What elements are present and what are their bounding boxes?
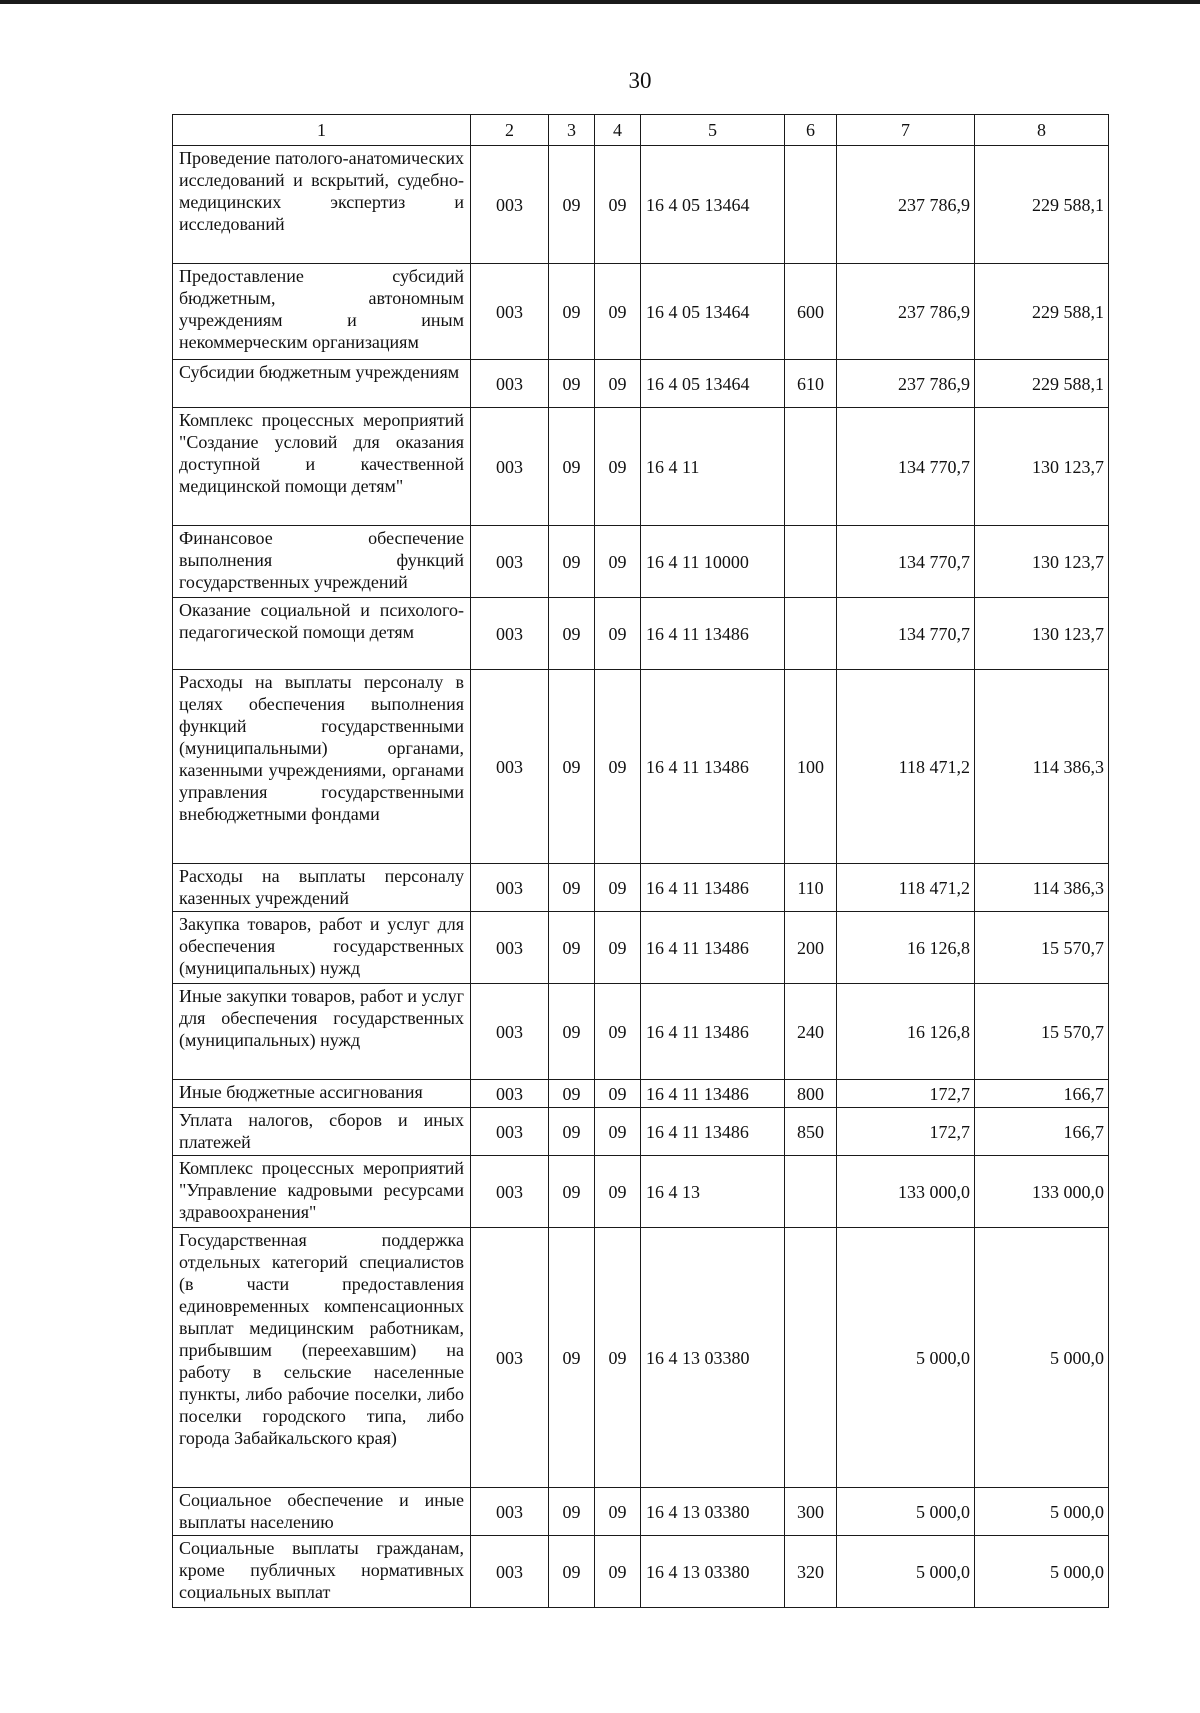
row-expense-type: 300: [785, 1488, 837, 1536]
row-amount-col8: 130 123,7: [975, 598, 1109, 670]
row-code-subsection: 09: [595, 146, 641, 264]
row-amount-col7: 5 000,0: [837, 1536, 975, 1608]
row-code-section: 09: [549, 984, 595, 1080]
row-expense-type: [785, 408, 837, 526]
row-code-section: 09: [549, 264, 595, 360]
row-expense-type: [785, 1228, 837, 1488]
row-name: Государственная поддержка отдельных категорий специалистов (в части предоставления единовременных компенсационных выплат медицинским работникам, прибывшим (переехавшим) на работу в сельские населенные пункты, либо рабочие поселки, либо поселки городского типа, либо города Забайкальского края): [173, 1228, 471, 1488]
table-row: [173, 360, 1109, 408]
row-target-article: 16 4 13: [641, 1156, 785, 1228]
row-code-section: 09: [549, 670, 595, 864]
row-code-admin: 003: [471, 1080, 549, 1108]
row-amount-col8: 5 000,0: [975, 1536, 1109, 1608]
row-code-section: 09: [549, 1488, 595, 1536]
row-code-section: 09: [549, 864, 595, 912]
row-amount-col7: 5 000,0: [837, 1228, 975, 1488]
row-amount-col7: 237 786,9: [837, 264, 975, 360]
table-row: [173, 1080, 1109, 1108]
row-amount-col7: 118 471,2: [837, 864, 975, 912]
row-code-admin: 003: [471, 598, 549, 670]
row-code-admin: 003: [471, 408, 549, 526]
row-amount-col8: 166,7: [975, 1080, 1109, 1108]
row-amount-col7: 134 770,7: [837, 408, 975, 526]
row-code-admin: 003: [471, 984, 549, 1080]
row-amount-col7: 16 126,8: [837, 912, 975, 984]
row-expense-type: [785, 598, 837, 670]
row-code-section: 09: [549, 598, 595, 670]
budget-table: [172, 114, 1109, 1608]
row-name: Социальное обеспечение и иные выплаты населению: [173, 1488, 471, 1536]
row-expense-type: [785, 1156, 837, 1228]
page-number: 30: [628, 68, 652, 93]
row-target-article: 16 4 11 13486: [641, 912, 785, 984]
row-code-section: 09: [549, 1536, 595, 1608]
row-code-subsection: 09: [595, 408, 641, 526]
table-row: [173, 526, 1109, 598]
header-cell-8: 8: [975, 115, 1109, 146]
row-amount-col7: 118 471,2: [837, 670, 975, 864]
row-expense-type: 610: [785, 360, 837, 408]
header-cell-5: 5: [641, 115, 785, 146]
row-code-admin: 003: [471, 264, 549, 360]
row-amount-col8: 133 000,0: [975, 1156, 1109, 1228]
table-row: [173, 912, 1109, 984]
row-code-admin: 003: [471, 864, 549, 912]
row-amount-col8: 5 000,0: [975, 1488, 1109, 1536]
row-expense-type: 240: [785, 984, 837, 1080]
table-row: [173, 598, 1109, 670]
row-target-article: 16 4 11: [641, 408, 785, 526]
row-amount-col8: 15 570,7: [975, 984, 1109, 1080]
row-code-subsection: 09: [595, 360, 641, 408]
row-target-article: 16 4 05 13464: [641, 264, 785, 360]
row-amount-col7: 134 770,7: [837, 526, 975, 598]
table-row: [173, 1156, 1109, 1228]
header-cell-4: 4: [595, 115, 641, 146]
header-cell-2: 2: [471, 115, 549, 146]
row-name: Расходы на выплаты персоналу в целях обеспечения выполнения функций государственными (муниципальными) органами, казенными учреждениями, органами управления государственными внебюджетными фондами: [173, 670, 471, 864]
row-code-admin: 003: [471, 670, 549, 864]
row-code-subsection: 09: [595, 1536, 641, 1608]
row-code-admin: 003: [471, 1488, 549, 1536]
row-code-section: 09: [549, 146, 595, 264]
row-code-subsection: 09: [595, 1080, 641, 1108]
row-code-section: 09: [549, 1156, 595, 1228]
row-amount-col7: 5 000,0: [837, 1488, 975, 1536]
row-code-section: 09: [549, 1228, 595, 1488]
row-code-section: 09: [549, 1108, 595, 1156]
row-code-admin: 003: [471, 1156, 549, 1228]
row-target-article: 16 4 11 13486: [641, 670, 785, 864]
row-target-article: 16 4 05 13464: [641, 146, 785, 264]
row-code-section: 09: [549, 526, 595, 598]
row-code-admin: 003: [471, 146, 549, 264]
row-code-section: 09: [549, 912, 595, 984]
table-row: [173, 984, 1109, 1080]
table-row: [173, 1488, 1109, 1536]
row-code-subsection: 09: [595, 1228, 641, 1488]
row-code-subsection: 09: [595, 264, 641, 360]
row-amount-col8: 15 570,7: [975, 912, 1109, 984]
row-amount-col8: 5 000,0: [975, 1228, 1109, 1488]
row-expense-type: [785, 526, 837, 598]
row-expense-type: 110: [785, 864, 837, 912]
row-amount-col7: 16 126,8: [837, 984, 975, 1080]
row-expense-type: [785, 146, 837, 264]
row-target-article: 16 4 13 03380: [641, 1228, 785, 1488]
row-code-subsection: 09: [595, 912, 641, 984]
row-amount-col8: 229 588,1: [975, 264, 1109, 360]
row-amount-col8: 114 386,3: [975, 670, 1109, 864]
row-amount-col8: 114 386,3: [975, 864, 1109, 912]
row-code-admin: 003: [471, 912, 549, 984]
row-name: Финансовое обеспечение выполнения функций государственных учреждений: [173, 526, 471, 598]
row-expense-type: 600: [785, 264, 837, 360]
row-name: Проведение патолого-анатомических исследований и вскрытий, судебно-медицинских экспертиз и исследований: [173, 146, 471, 264]
table-row: [173, 408, 1109, 526]
row-name: Субсидии бюджетным учреждениям: [173, 360, 471, 408]
row-name: Социальные выплаты гражданам, кроме публичных нормативных социальных выплат: [173, 1536, 471, 1608]
row-code-subsection: 09: [595, 598, 641, 670]
row-target-article: 16 4 13 03380: [641, 1488, 785, 1536]
table-row: [173, 1228, 1109, 1488]
row-amount-col7: 237 786,9: [837, 146, 975, 264]
header-cell-1: 1: [173, 115, 471, 146]
row-amount-col8: 130 123,7: [975, 526, 1109, 598]
row-amount-col7: 172,7: [837, 1108, 975, 1156]
row-code-subsection: 09: [595, 864, 641, 912]
row-name: Уплата налогов, сборов и иных платежей: [173, 1108, 471, 1156]
row-name: Закупка товаров, работ и услуг для обеспечения государственных (муниципальных) нужд: [173, 912, 471, 984]
row-expense-type: 100: [785, 670, 837, 864]
row-amount-col8: 229 588,1: [975, 360, 1109, 408]
row-code-section: 09: [549, 1080, 595, 1108]
header-cell-3: 3: [549, 115, 595, 146]
table-row: [173, 146, 1109, 264]
row-target-article: 16 4 11 13486: [641, 1080, 785, 1108]
row-target-article: 16 4 11 10000: [641, 526, 785, 598]
row-target-article: 16 4 11 13486: [641, 864, 785, 912]
row-name: Иные закупки товаров, работ и услуг для обеспечения государственных (муниципальных) нужд: [173, 984, 471, 1080]
row-code-section: 09: [549, 360, 595, 408]
table-row: [173, 264, 1109, 360]
row-expense-type: 850: [785, 1108, 837, 1156]
header-cell-7: 7: [837, 115, 975, 146]
row-target-article: 16 4 13 03380: [641, 1536, 785, 1608]
row-expense-type: 800: [785, 1080, 837, 1108]
row-code-admin: 003: [471, 1228, 549, 1488]
row-amount-col8: 229 588,1: [975, 146, 1109, 264]
top-border-line: [0, 0, 1200, 4]
row-code-subsection: 09: [595, 670, 641, 864]
row-code-subsection: 09: [595, 1156, 641, 1228]
row-name: Расходы на выплаты персоналу казенных учреждений: [173, 864, 471, 912]
row-target-article: 16 4 05 13464: [641, 360, 785, 408]
row-name: Предоставление субсидий бюджетным, автономным учреждениям и иным некоммерческим организациям: [173, 264, 471, 360]
row-code-subsection: 09: [595, 526, 641, 598]
row-expense-type: 200: [785, 912, 837, 984]
row-name: Комплекс процессных мероприятий "Управление кадровыми ресурсами здравоохранения": [173, 1156, 471, 1228]
row-code-subsection: 09: [595, 1488, 641, 1536]
row-code-admin: 003: [471, 1536, 549, 1608]
row-amount-col7: 133 000,0: [837, 1156, 975, 1228]
row-amount-col7: 237 786,9: [837, 360, 975, 408]
row-name: Оказание социальной и психолого-педагогической помощи детям: [173, 598, 471, 670]
table-header-row: [173, 115, 1109, 146]
row-code-section: 09: [549, 408, 595, 526]
row-code-admin: 003: [471, 360, 549, 408]
row-amount-col8: 130 123,7: [975, 408, 1109, 526]
row-amount-col7: 134 770,7: [837, 598, 975, 670]
row-target-article: 16 4 11 13486: [641, 984, 785, 1080]
table-row: [173, 1536, 1109, 1608]
row-code-admin: 003: [471, 1108, 549, 1156]
table-row: [173, 1108, 1109, 1156]
table-row: [173, 670, 1109, 864]
row-amount-col8: 166,7: [975, 1108, 1109, 1156]
table-row: [173, 864, 1109, 912]
row-name: Комплекс процессных мероприятий "Создание условий для оказания доступной и качественной медицинской помощи детям": [173, 408, 471, 526]
row-code-admin: 003: [471, 526, 549, 598]
row-code-subsection: 09: [595, 1108, 641, 1156]
row-expense-type: 320: [785, 1536, 837, 1608]
row-code-subsection: 09: [595, 984, 641, 1080]
row-target-article: 16 4 11 13486: [641, 598, 785, 670]
row-target-article: 16 4 11 13486: [641, 1108, 785, 1156]
header-cell-6: 6: [785, 115, 837, 146]
row-name: Иные бюджетные ассигнования: [173, 1080, 471, 1108]
row-amount-col7: 172,7: [837, 1080, 975, 1108]
